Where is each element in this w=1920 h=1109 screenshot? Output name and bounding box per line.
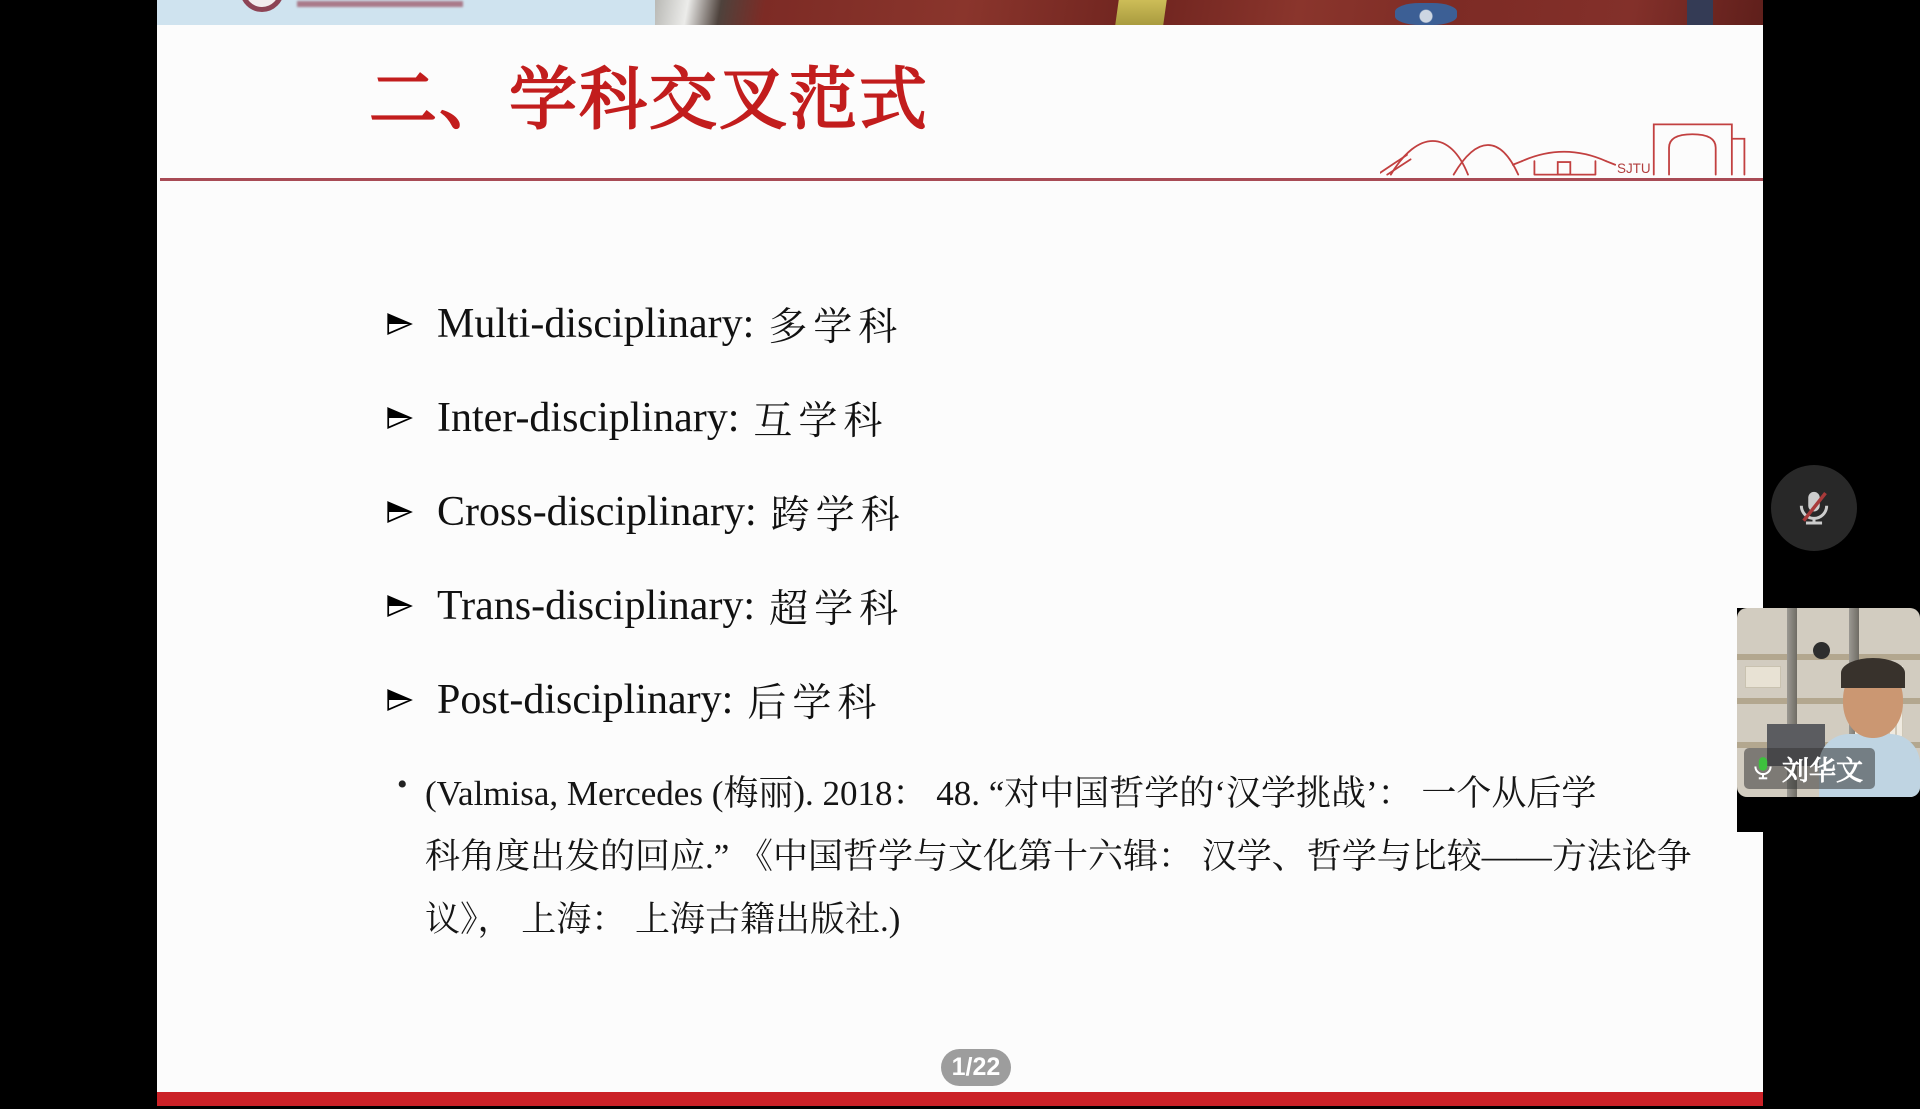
- bullet-term-zh: 多学科: [768, 306, 904, 349]
- bullet-item-multi: [385, 296, 903, 352]
- speaker-hair: [1841, 658, 1905, 688]
- citation-line: 科角度出发的回应.” 《中国哲学与文化第十六辑： 汉学、哲学与比较——方法论争: [425, 837, 1692, 876]
- participant-name: 刘华文: [1782, 756, 1863, 786]
- university-banner-strip: [157, 0, 655, 25]
- bullet-label: Cross-disciplinary:: [437, 489, 757, 535]
- slide-title: 二、学科交叉范式: [369, 62, 930, 138]
- arrowhead-bullet-icon: [385, 497, 415, 527]
- arrowhead-bullet-icon: [385, 591, 415, 621]
- citation-line: 议》， 上海： 上海古籍出版社.): [425, 900, 901, 939]
- photo-emblem-detail: [1395, 3, 1457, 25]
- page-indicator: 1/22: [941, 1049, 1011, 1086]
- sjtu-label: SJTU: [1616, 160, 1651, 176]
- mic-muted-icon: [1791, 485, 1837, 531]
- citation-bullet: •: [397, 768, 408, 801]
- shared-slide: [157, 0, 1763, 1106]
- participant-video[interactable]: [1737, 608, 1920, 797]
- photo-banner-detail: [1115, 0, 1167, 25]
- photo-pole-detail: [1687, 0, 1713, 25]
- bullet-item-inter: [385, 390, 888, 446]
- mic-active-icon: [1752, 754, 1774, 784]
- participant-video-panel: [1737, 608, 1920, 832]
- bullet-item-trans: [385, 578, 904, 634]
- university-logo: [240, 0, 284, 12]
- mute-button[interactable]: [1771, 465, 1857, 551]
- bullet-label: Inter-disciplinary:: [437, 395, 740, 441]
- arrowhead-bullet-icon: [385, 403, 415, 433]
- arrowhead-bullet-icon: [385, 685, 415, 715]
- storage-box-decor: [1745, 666, 1781, 688]
- sjtu-skyline-drawing: [1380, 110, 1766, 180]
- title-divider-line: [160, 178, 1763, 181]
- bullet-term-zh: 超学科: [769, 588, 905, 631]
- slide-top-banner: [157, 0, 1763, 25]
- bullet-label: Post-disciplinary:: [437, 677, 734, 723]
- citation-line: (Valmisa, Mercedes (梅丽). 2018： 48. “对中国哲学的‘汉学挑战’： 一个从后学: [425, 774, 1597, 813]
- bullet-label: Trans-disciplinary:: [437, 583, 756, 629]
- bullet-item-cross: [385, 484, 906, 540]
- clock-decor: [1813, 642, 1830, 659]
- bullet-item-post: [385, 672, 882, 728]
- citation-block: [397, 762, 1857, 951]
- bullet-term-zh: 后学科: [747, 682, 883, 725]
- slide-footer-bar: [157, 1092, 1763, 1106]
- participant-name-tag: [1744, 748, 1875, 789]
- bullet-label: Multi-disciplinary:: [437, 301, 755, 347]
- bullet-term-zh: 跨学科: [770, 494, 906, 537]
- arrowhead-bullet-icon: [385, 309, 415, 339]
- university-name-blur: [297, 1, 463, 7]
- campus-photo-strip: [655, 0, 1763, 25]
- bullet-term-zh: 互学科: [753, 400, 889, 443]
